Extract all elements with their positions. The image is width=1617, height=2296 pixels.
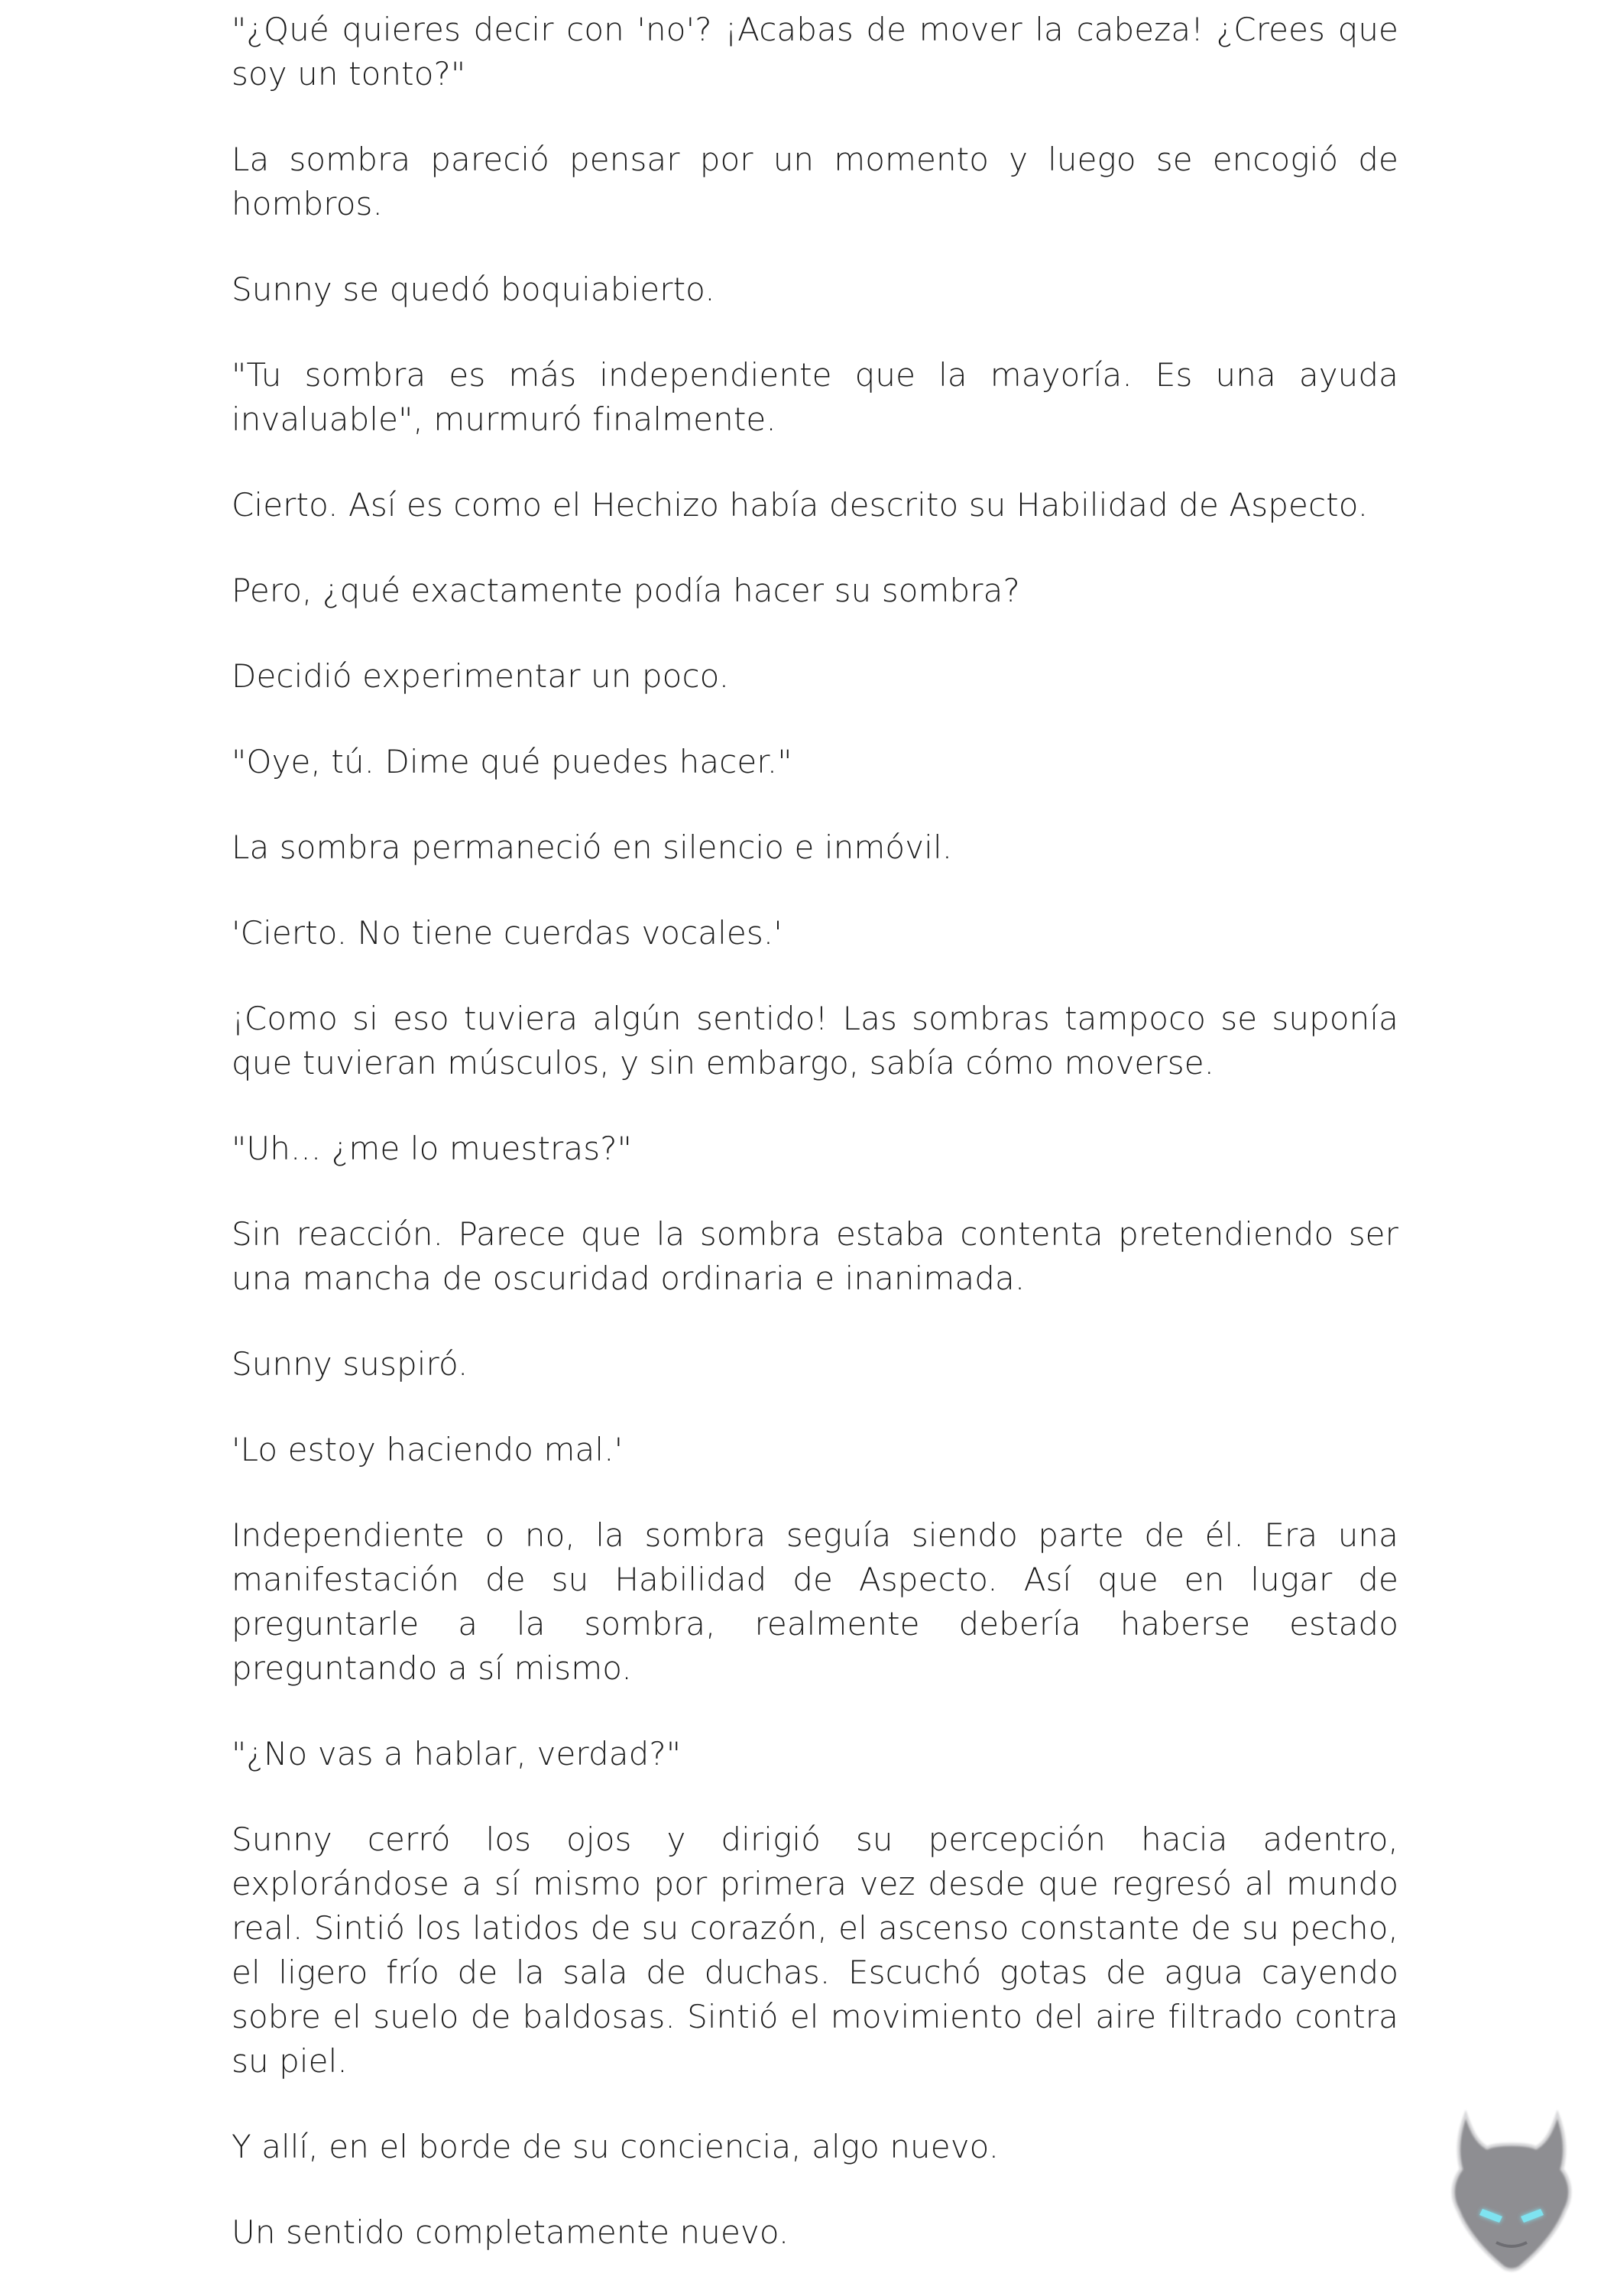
paragraph: Sunny se quedó boquiabierto. <box>232 271 715 308</box>
paragraph: 'Cierto. No tiene cuerdas vocales.' <box>232 914 783 952</box>
paragraph: 'Lo estoy haciendo mal.' <box>232 1431 624 1468</box>
paragraph: ¡Como si eso tuviera algún sentido! Las sombras tampoco se suponía que tuvieran músculos, y sin embargo, sabía cómo moverse. <box>232 1000 1398 1082</box>
paragraph: Cierto. Así es como el Hechizo había descrito su Habilidad de Aspecto. <box>232 486 1369 524</box>
paragraph: "¿Qué quieres decir con 'no'? ¡Acabas de mover la cabeza! ¿Crees que soy un tonto?" <box>232 11 1398 92</box>
paragraph: La sombra pareció pensar por un momento y luego se encogió de hombros. <box>232 141 1398 222</box>
paragraph: "Tu sombra es más independiente que la mayoría. Es una ayuda invaluable", murmuró finalmente. <box>232 356 1398 438</box>
paragraph: Decidió experimentar un poco. <box>232 657 730 695</box>
paragraph: La sombra permaneció en silencio e inmóvil. <box>232 829 953 866</box>
paragraph: Sin reacción. Parece que la sombra estaba contenta pretendiendo ser una mancha de oscuridad ordinaria e inanimada. <box>232 1215 1398 1297</box>
paragraph: "Uh... ¿me lo muestras?" <box>232 1130 633 1167</box>
document-page <box>232 8 1398 2296</box>
paragraph: Sunny suspiró. <box>232 1345 468 1383</box>
paragraph: Un sentido completamente nuevo. <box>232 2213 789 2251</box>
paragraph: "Oye, tú. Dime qué puedes hacer." <box>232 743 792 780</box>
paragraph: Pero, ¿qué exactamente podía hacer su sombra? <box>232 572 1020 609</box>
paragraph: Sunny cerró los ojos y dirigió su percepción hacia adentro, explorándose a sí mismo por primera vez desde que regresó al mundo real. Sintió los latidos de su corazón, el ascenso constante de su pecho, el ligero frío de la sala de duchas. Escuchó gotas de agua cayendo sobre el suelo de baldosas. Sintió el movimiento del aire filtrado contra su piel. <box>232 1821 1398 2080</box>
paragraph: "¿No vas a hablar, verdad?" <box>232 1735 682 1772</box>
paragraph: Independiente o no, la sombra seguía siendo parte de él. Era una manifestación de su Habilidad de Aspecto. Así que en lugar de preguntarle a la sombra, realmente debería haberse estado preguntando a sí mismo. <box>232 1516 1398 1687</box>
paragraph: Y allí, en el borde de su conciencia, algo nuevo. <box>232 2128 1000 2165</box>
demon-head-icon <box>1443 2108 1580 2276</box>
